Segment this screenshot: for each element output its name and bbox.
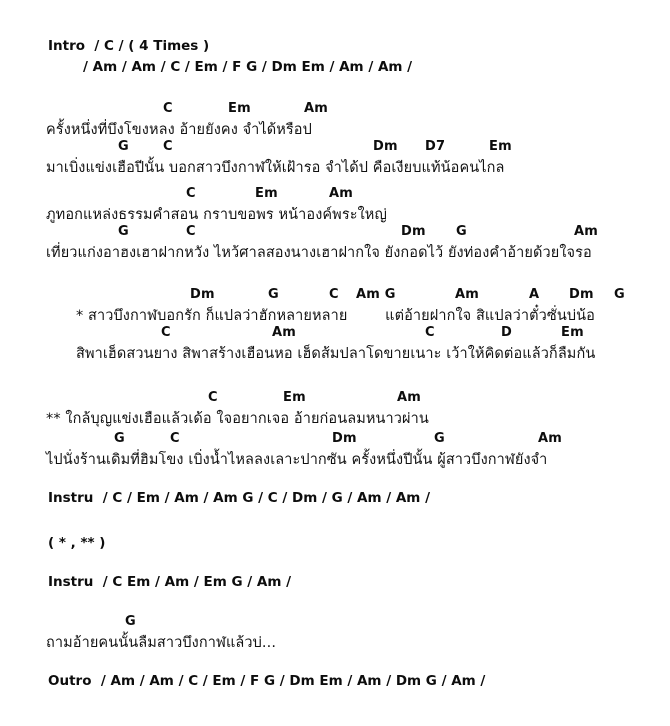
chord-line-v1-chords-1c: Am <box>304 101 329 116</box>
chord-line-v2-chords-2b: C <box>186 224 196 239</box>
lyric-line-ch1-lyric: * สาวบึงกาฬบอกรัก ก็แปลว่าฮักหลายหลาย แต่อ้ายฝากใจ สิแปลว่าตั๋วซั่นบ่น้อ <box>76 308 595 324</box>
section-label-intro-label: Intro / C / ( 4 Times ) <box>48 38 210 54</box>
lyric-line-ch4-lyric: ไปนั่งร้านเดิมที่ฮิมโขง เบิ่งน้ำไหลลงเลาะปากซัน ครั้งหนึ่งปีนั้น ผู้สาวบึงกาฬยังจำ <box>46 452 548 468</box>
chord-line-ch1-chords-b: G <box>268 287 279 302</box>
chord-line-v1-chords-1: C <box>163 101 173 116</box>
chord-line-ch2-chords-b: Am <box>272 325 297 340</box>
chord-line-ch4-chords-b: C <box>170 431 180 446</box>
chord-line-v2-chords-2a: G <box>118 224 129 239</box>
lyric-line-v1-lyric-2: มาเบิ่งแข่งเฮือปีนั้น บอกสาวบึงกาฬให้เฝ้ารอ จำได้ป คือเงียบแท้น้อคนไกล <box>46 160 505 176</box>
chord-line-v1-chords-2a: G <box>118 139 129 154</box>
chord-line-v1-chords-2d: D7 <box>425 139 446 154</box>
chord-line-v1-chords-1b: Em <box>228 101 251 116</box>
chord-line-v2-chords-2c: Dm <box>401 224 426 239</box>
chord-line-ch1-chords-h: G <box>614 287 625 302</box>
chord-line-v2-chords-1c: Am <box>329 186 354 201</box>
chord-line-ch1-chords-g: Dm <box>569 287 594 302</box>
chord-line-v2-chords-2e: Am <box>574 224 599 239</box>
lyric-line-v2-lyric-2: เที่ยวแก่งอาฮงเฮาฝากหวัง ไหว้ศาลสองนางเฮาฝากใจ ยังกอดไว้ ยังท่องคำอ้ายด้วยใจรอ <box>46 245 592 261</box>
chord-line-v1-chords-2c: Dm <box>373 139 398 154</box>
chord-line-ch1-chords-a: Dm <box>190 287 215 302</box>
chord-line-ch1-chords-e: Am <box>455 287 480 302</box>
chord-line-ch4-chords-d: G <box>434 431 445 446</box>
lyric-line-v1-lyric-1: ครั้งหนึ่งที่บึงโขงหลง อ้ายยังคง จำได้หรือป <box>46 122 312 138</box>
chord-line-ch3-chords-a: C <box>208 390 218 405</box>
chord-line-tag-chord: G <box>125 614 136 629</box>
chord-line-ch4-chords-e: Am <box>538 431 563 446</box>
chord-line-ch1-chords-d: Am G <box>356 287 396 302</box>
chord-line-v1-chords-2b: C <box>163 139 173 154</box>
chord-line-ch2-chords-d: D <box>501 325 512 340</box>
chord-line-ch2-chords-a: C <box>161 325 171 340</box>
chord-line-ch3-chords-c: Am <box>397 390 422 405</box>
chord-line-v2-chords-1a: C <box>186 186 196 201</box>
lyric-line-ch3-lyric: ** ใกล้บุญแข่งเฮือแล้วเด้อ ใจอยากเจอ อ้ายก่อนลมหนาวผ่าน <box>46 411 429 427</box>
chord-line-ch2-chords-e: Em <box>561 325 584 340</box>
chord-line-v2-chords-2d: G <box>456 224 467 239</box>
section-label-instru1-label: Instru / C / Em / Am / Am G / C / Dm / G / Am / Am / <box>48 490 430 506</box>
lyric-line-ch2-lyric: สิพาเฮ็ดสวนยาง สิพาสร้างเฮือนหอ เฮ็ดส้มปลาโดขายเนาะ เว้าให้คิดต่อแล้วก็ลืมกัน <box>76 346 596 362</box>
lyric-line-v2-lyric-1: ภูทอกแหล่งธรรมคำสอน กราบขอพร หน้าองค์พระใหญ่ <box>46 207 387 223</box>
chord-line-ch2-chords-c: C <box>425 325 435 340</box>
chord-line-ch4-chords-a: G <box>114 431 125 446</box>
lyric-line-tag-lyric: ถามอ้ายคนนั้นลืมสาวบึงกาฬแล้วบ่... <box>46 635 277 651</box>
chord-line-ch1-chords-f: A <box>529 287 540 302</box>
section-label-intro-bars: / Am / Am / C / Em / F G / Dm Em / Am / Am / <box>83 59 413 75</box>
chord-line-ch4-chords-c: Dm <box>332 431 357 446</box>
chord-line-v1-chords-2e: Em <box>489 139 512 154</box>
chord-line-ch3-chords-b: Em <box>283 390 306 405</box>
section-label-instru2-label: Instru / C Em / Am / Em G / Am / <box>48 574 292 590</box>
chord-line-ch1-chords-c: C <box>329 287 339 302</box>
chord-line-v2-chords-1b: Em <box>255 186 278 201</box>
repeat-marker-repeat-marker: ( * , ** ) <box>48 535 106 551</box>
section-label-outro-label: Outro / Am / Am / C / Em / F G / Dm Em / Am / Dm G / Am / <box>48 673 486 689</box>
